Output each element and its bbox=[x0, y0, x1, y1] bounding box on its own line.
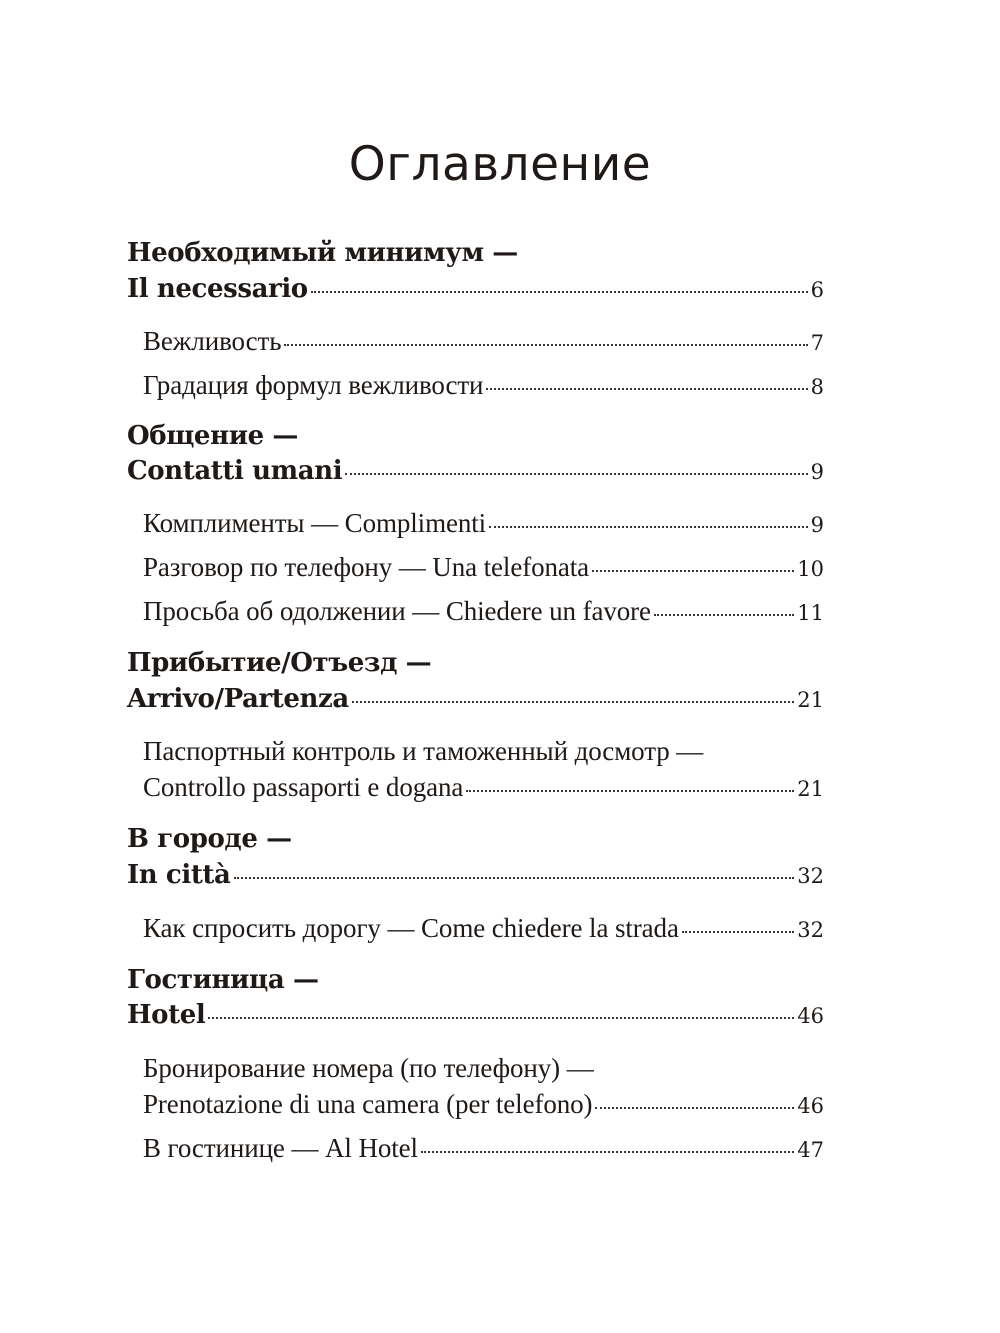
entry-title-line1[interactable]: Бронирование номера (по телефону) — bbox=[143, 1053, 594, 1083]
dot-leader bbox=[352, 701, 794, 703]
page-number: 46 bbox=[797, 1004, 824, 1028]
page-number: 10 bbox=[797, 557, 824, 581]
dot-leader bbox=[208, 1017, 794, 1019]
section-heading-ru[interactable]: Общение — bbox=[127, 421, 298, 451]
toc-entry[interactable] bbox=[143, 1133, 824, 1164]
page-number: 9 bbox=[810, 460, 824, 484]
toc-entry[interactable] bbox=[143, 326, 824, 357]
dot-leader bbox=[345, 473, 807, 475]
dot-leader bbox=[234, 877, 795, 879]
toc-entry-section[interactable] bbox=[127, 456, 824, 486]
toc-entry-section[interactable] bbox=[127, 860, 824, 890]
dot-leader bbox=[421, 1151, 794, 1153]
toc-entry[interactable] bbox=[143, 913, 824, 944]
page-number: 21 bbox=[797, 688, 824, 712]
entry-title: Градация формул вежливости bbox=[143, 370, 484, 400]
section-heading-ru[interactable]: В городе — bbox=[127, 824, 292, 854]
toc-entry[interactable] bbox=[143, 552, 824, 583]
toc-entry-section[interactable] bbox=[127, 684, 824, 714]
dot-leader bbox=[486, 388, 807, 390]
page-number: 46 bbox=[797, 1094, 824, 1118]
entry-title: Вежливость bbox=[143, 326, 282, 356]
dot-leader bbox=[466, 790, 794, 792]
dot-leader bbox=[595, 1107, 794, 1109]
entry-title: Как спросить дорогу — Come chiedere la strada bbox=[143, 913, 679, 943]
page-number: 32 bbox=[797, 864, 824, 888]
section-heading-ru[interactable]: Прибытие/Отъезд — bbox=[127, 648, 432, 678]
dot-leader bbox=[592, 570, 794, 572]
section-heading-it: Hotel bbox=[127, 1000, 206, 1030]
dot-leader bbox=[489, 526, 808, 528]
page-number: 11 bbox=[797, 601, 824, 625]
page-number: 47 bbox=[797, 1138, 824, 1162]
entry-title: Комплименты — Complimenti bbox=[143, 508, 487, 538]
dot-leader bbox=[311, 291, 808, 293]
page-number: 9 bbox=[810, 513, 824, 537]
dot-leader bbox=[682, 931, 794, 933]
toc-entry-section[interactable] bbox=[127, 1000, 824, 1030]
page-number: 7 bbox=[810, 331, 824, 355]
section-heading-it: Contatti umani bbox=[127, 456, 343, 486]
toc-entry[interactable] bbox=[143, 772, 824, 803]
dot-leader bbox=[654, 614, 794, 616]
entry-title: Controllo passaporti e dogana bbox=[143, 772, 464, 802]
toc-entry[interactable] bbox=[143, 508, 824, 539]
page-number: 8 bbox=[810, 375, 824, 399]
section-heading-it: Arrivo/Partenza bbox=[127, 684, 349, 714]
entry-title: Prenotazione di una camera (per telefono) bbox=[143, 1089, 593, 1119]
toc-entry[interactable] bbox=[143, 370, 824, 401]
page-number: 21 bbox=[797, 777, 824, 801]
page-title: Оглавление bbox=[348, 137, 652, 192]
entry-title: Разговор по телефону — Una telefonata bbox=[143, 552, 590, 582]
entry-title-line1[interactable]: Паспортный контроль и таможенный досмотр — bbox=[143, 736, 704, 766]
toc-entry[interactable] bbox=[143, 596, 824, 627]
page-number: 6 bbox=[810, 278, 824, 302]
section-heading-it: Il necessario bbox=[127, 274, 308, 304]
dot-leader bbox=[284, 344, 807, 346]
toc-entry-section[interactable] bbox=[127, 274, 824, 304]
entry-title: Просьба об одолжении — Chiedere un favore bbox=[143, 596, 651, 626]
entry-title: В гостинице — Al Hotel bbox=[143, 1133, 418, 1163]
page-number: 32 bbox=[797, 918, 824, 942]
section-heading-ru[interactable]: Гостиница — bbox=[127, 965, 319, 995]
section-heading-ru[interactable]: Необходимый минимум — bbox=[127, 238, 518, 268]
section-heading-it: In città bbox=[127, 860, 231, 890]
toc-entry[interactable] bbox=[143, 1089, 824, 1120]
